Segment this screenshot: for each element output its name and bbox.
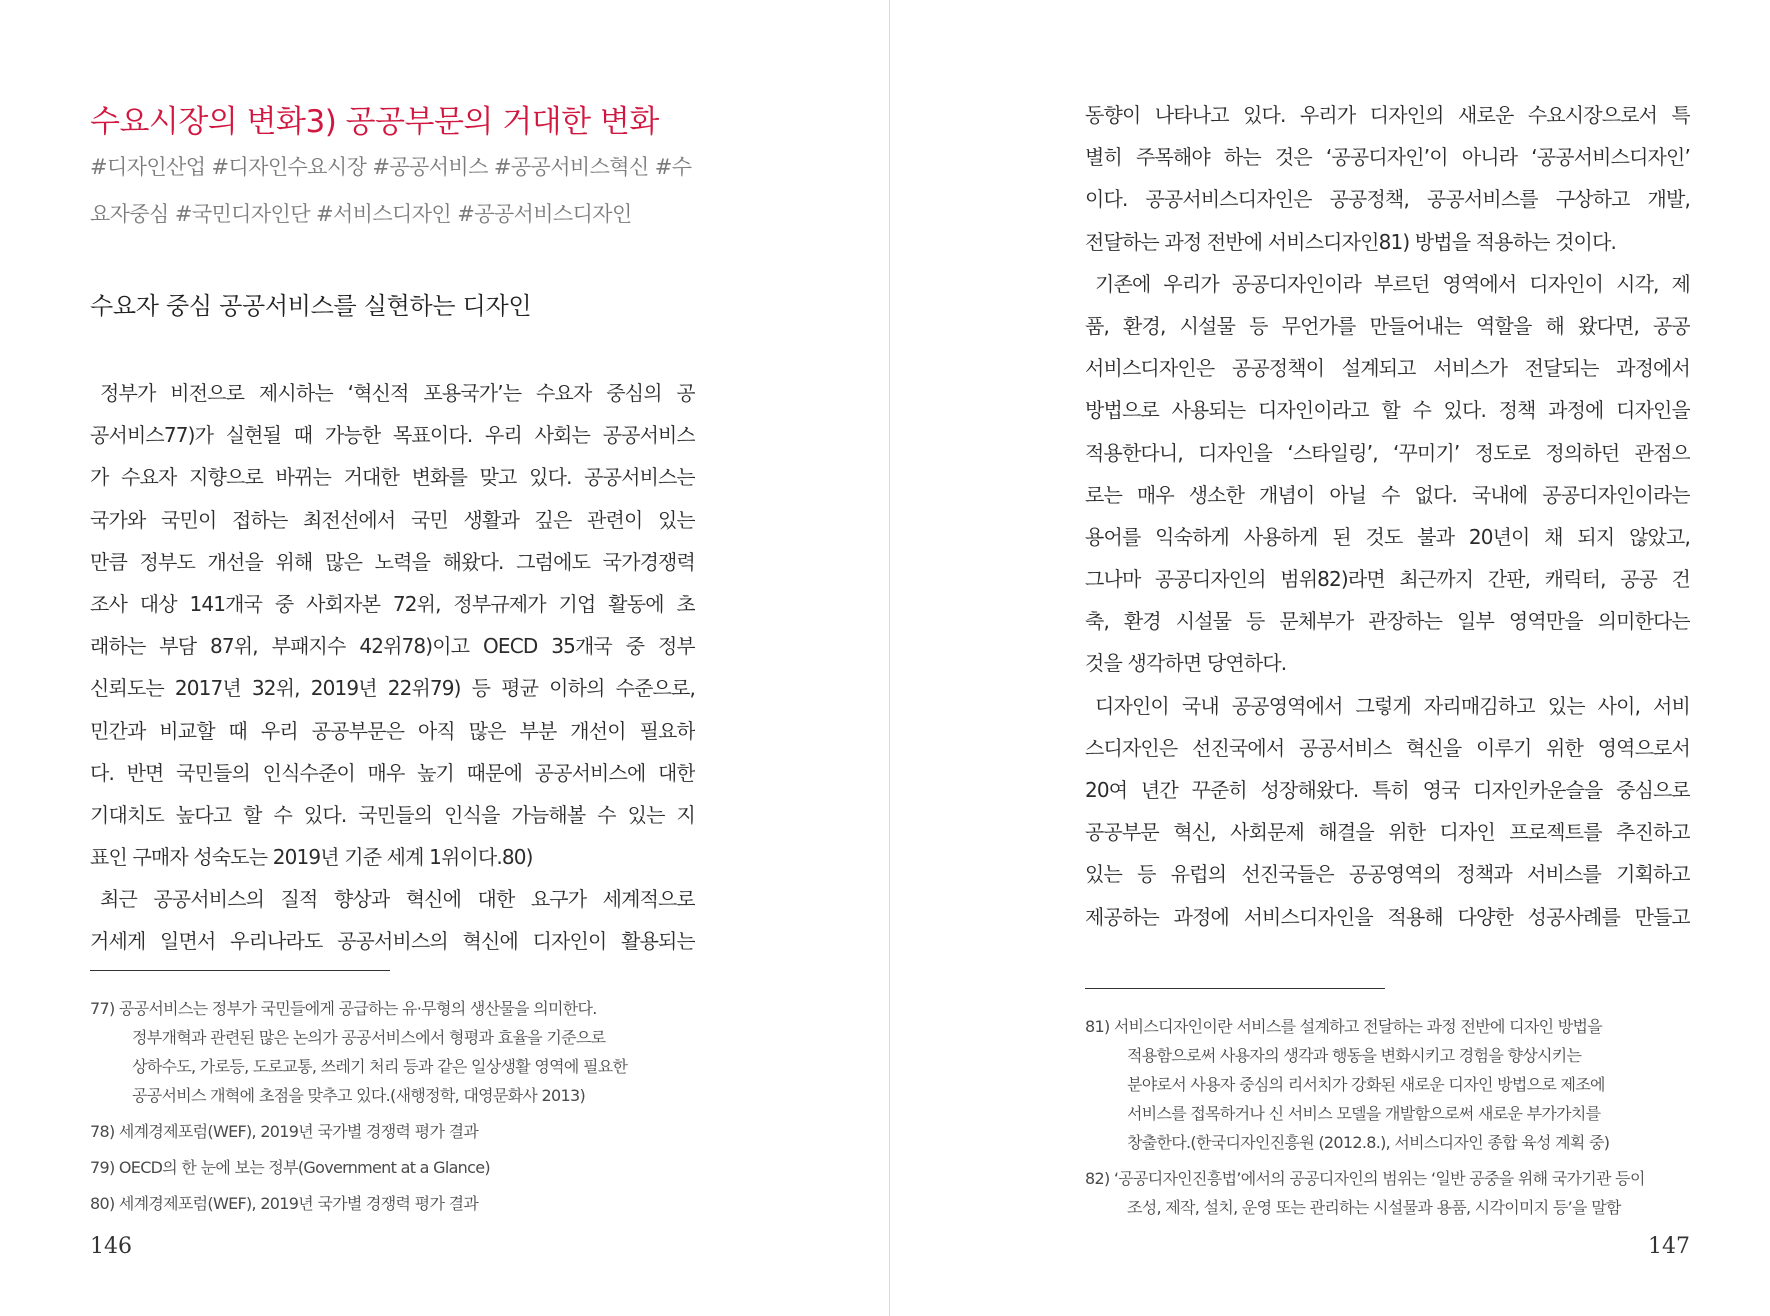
body-line: 서비스디자인은 공공정책이 설계되고 서비스가 전달되는 과정에서 — [1085, 356, 1690, 381]
page-number-left: 146 — [90, 1234, 132, 1259]
body-line: 기존에 우리가 공공디자인이라 부르던 영역에서 디자인이 시각, 제 — [1095, 271, 1690, 296]
footnote-line: 분야로서 사용자 중심의 리서치가 강화된 새로운 디자인 방법으로 제조에 — [1127, 1075, 1605, 1094]
body-line: 이다. 공공서비스디자인은 공공정책, 공공서비스를 구상하고 개발, — [1085, 187, 1690, 212]
body-line: 래하는 부담 87위, 부패지수 42위78)이고 OECD 35개국 중 정부 — [90, 634, 695, 659]
body-line: 거세게 일면서 우리나라도 공공서비스의 혁신에 디자인이 활용되는 — [90, 929, 695, 954]
body-line: 전달하는 과정 전반에 서비스디자인81) 방법을 적용하는 것이다. — [1085, 229, 1617, 254]
footnote-78 — [90, 1117, 695, 1146]
footnote-line: 창출한다.(한국디자인진흥원 (2012.8.), 서비스디자인 종합 육성 계획 중) — [1127, 1133, 1610, 1152]
footnote-line: 82) ‘공공디자인진흥법’에서의 공공디자인의 범위는 ‘일반 공중을 위해 국가기관 등이 — [1085, 1169, 1645, 1188]
body-line: 공서비스77)가 실현될 때 가능한 목표이다. 우리 사회는 공공서비스 — [90, 423, 695, 448]
body-line: 별히 주목해야 하는 것은 ‘공공디자인’이 아니라 ‘공공서비스디자인’ — [1085, 145, 1690, 170]
body-line: 기대치도 높다고 할 수 있다. 국민들의 인식을 가늠해볼 수 있는 지 — [90, 802, 695, 827]
footnote-line: 공공서비스 개혁에 초점을 맞추고 있다.(새행정학, 대영문화사 2013) — [132, 1086, 585, 1105]
body-line: 신뢰도는 2017년 32위, 2019년 22위79) 등 평균 이하의 수준으로, — [90, 676, 695, 701]
right-footnotes — [1085, 1012, 1690, 1229]
left-body-text — [90, 372, 695, 963]
body-line: 만큼 정부도 개선을 위해 많은 노력을 해왔다. 그럼에도 국가경쟁력 — [90, 549, 695, 574]
body-line: 정부가 비전으로 제시하는 ‘혁신적 포용국가’는 수요자 중심의 공 — [100, 381, 695, 405]
body-line: 표인 구매자 성숙도는 2019년 기준 세계 1위이다.80) — [90, 845, 533, 870]
body-line: 로는 매우 생소한 개념이 아닐 수 없다. 국내에 공공디자인이라는 — [1085, 482, 1690, 507]
footnote-line: 적용함으로써 사용자의 생각과 행동을 변화시키고 경험을 향상시키는 — [1127, 1046, 1582, 1065]
footnote-line: 81) 서비스디자인이란 서비스를 설계하고 전달하는 과정 전반에 디자인 방법을 — [1085, 1017, 1603, 1036]
body-line: 그나마 공공디자인의 범위82)라면 최근까지 간판, 캐릭터, 공공 건 — [1085, 567, 1690, 592]
body-line: 동향이 나타나고 있다. 우리가 디자인의 새로운 수요시장으로서 특 — [1085, 103, 1690, 127]
body-line: 민간과 비교할 때 우리 공공부문은 아직 많은 부분 개선이 필요하 — [90, 718, 695, 743]
footnote-line: 80) 세계경제포럼(WEF), 2019년 국가별 경쟁력 평가 결과 — [90, 1194, 479, 1213]
body-line: 축, 환경 시설물 등 문체부가 관장하는 일부 영역만을 의미한다는 — [1085, 609, 1690, 634]
footnote-80 — [90, 1189, 695, 1218]
body-line: 품, 환경, 시설물 등 무언가를 만들어내는 역할을 해 왔다면, 공공 — [1085, 313, 1690, 338]
footnote-line: 79) OECD의 한 눈에 보는 정부(Government at a Glance) — [90, 1158, 490, 1177]
right-page — [1085, 0, 1690, 1316]
body-line: 최근 공공서비스의 질적 향상과 혁신에 대한 요구가 세계적으로 — [100, 887, 695, 912]
page-number-right: 147 — [1648, 1234, 1690, 1259]
footnote-82 — [1085, 1164, 1690, 1222]
footnote-line: 상하수도, 가로등, 도로교통, 쓰레기 처리 등과 같은 일상생활 영역에 필요한 — [132, 1057, 628, 1076]
body-line: 적용한다니, 디자인을 ‘스타일링’, ‘꾸미기’ 정도로 정의하던 관점으 — [1085, 440, 1690, 465]
body-line: 스디자인은 선진국에서 공공서비스 혁신을 이루기 위한 영역으로서 — [1085, 735, 1690, 760]
left-page — [90, 0, 695, 1316]
footnote-79 — [90, 1153, 695, 1182]
chapter-title: 수요시장의 변화3) 공공부문의 거대한 변화 — [90, 104, 659, 140]
footnote-divider — [90, 970, 390, 971]
right-body-text — [1085, 94, 1690, 938]
hashtag-line: #디자인산업 #디자인수요시장 #공공서비스 #공공서비스혁신 #수 — [90, 155, 692, 179]
footnote-81 — [1085, 1012, 1690, 1157]
footnote-line: 조성, 제작, 설치, 운영 또는 관리하는 시설물과 용품, 시각이미지 등’을 말함 — [1127, 1198, 1621, 1217]
body-line: 조사 대상 141개국 중 사회자본 72위, 정부규제가 기업 활동에 초 — [90, 591, 695, 616]
body-line: 공공부문 혁신, 사회문제 해결을 위한 디자인 프로젝트를 추진하고 — [1085, 820, 1690, 845]
footnote-line: 정부개혁과 관련된 많은 논의가 공공서비스에서 형평과 효율을 기준으로 — [132, 1028, 606, 1047]
section-title: 수요자 중심 공공서비스를 실현하는 디자인 — [90, 292, 532, 320]
hashtags — [90, 144, 695, 238]
footnote-divider — [1085, 988, 1385, 989]
body-line: 것을 생각하면 당연하다. — [1085, 651, 1287, 676]
body-line: 20여 년간 꾸준히 성장해왔다. 특히 영국 디자인카운슬을 중심으로 — [1085, 778, 1690, 802]
page-gutter — [889, 0, 890, 1316]
body-line: 제공하는 과정에 서비스디자인을 적용해 다양한 성공사례를 만들고 — [1085, 904, 1690, 929]
left-footnotes — [90, 994, 695, 1225]
footnote-line: 서비스를 접목하거나 신 서비스 모델을 개발함으로써 새로운 부가가치를 — [1127, 1104, 1601, 1123]
footnote-77 — [90, 994, 695, 1110]
body-line: 가 수요자 지향으로 바뀌는 거대한 변화를 맞고 있다. 공공서비스는 — [90, 465, 695, 490]
body-line: 있는 등 유럽의 선진국들은 공공영역의 정책과 서비스를 기획하고 — [1085, 862, 1690, 887]
body-line: 방법으로 사용되는 디자인이라고 할 수 있다. 정책 과정에 디자인을 — [1085, 398, 1690, 423]
hashtag-line: 요자중심 #국민디자인단 #서비스디자인 #공공서비스디자인 — [90, 202, 632, 226]
body-line: 디자인이 국내 공공영역에서 그렇게 자리매김하고 있는 사이, 서비 — [1095, 693, 1690, 718]
footnote-line: 77) 공공서비스는 정부가 국민들에게 공급하는 유·무형의 생산물을 의미한다. — [90, 999, 597, 1018]
body-line: 용어를 익숙하게 사용하게 된 것도 불과 20년이 채 되지 않았고, — [1085, 524, 1690, 549]
body-line: 다. 반면 국민들의 인식수준이 매우 높기 때문에 공공서비스에 대한 — [90, 760, 695, 785]
body-line: 국가와 국민이 접하는 최전선에서 국민 생활과 깊은 관련이 있는 — [90, 507, 695, 532]
footnote-line: 78) 세계경제포럼(WEF), 2019년 국가별 경쟁력 평가 결과 — [90, 1122, 479, 1141]
